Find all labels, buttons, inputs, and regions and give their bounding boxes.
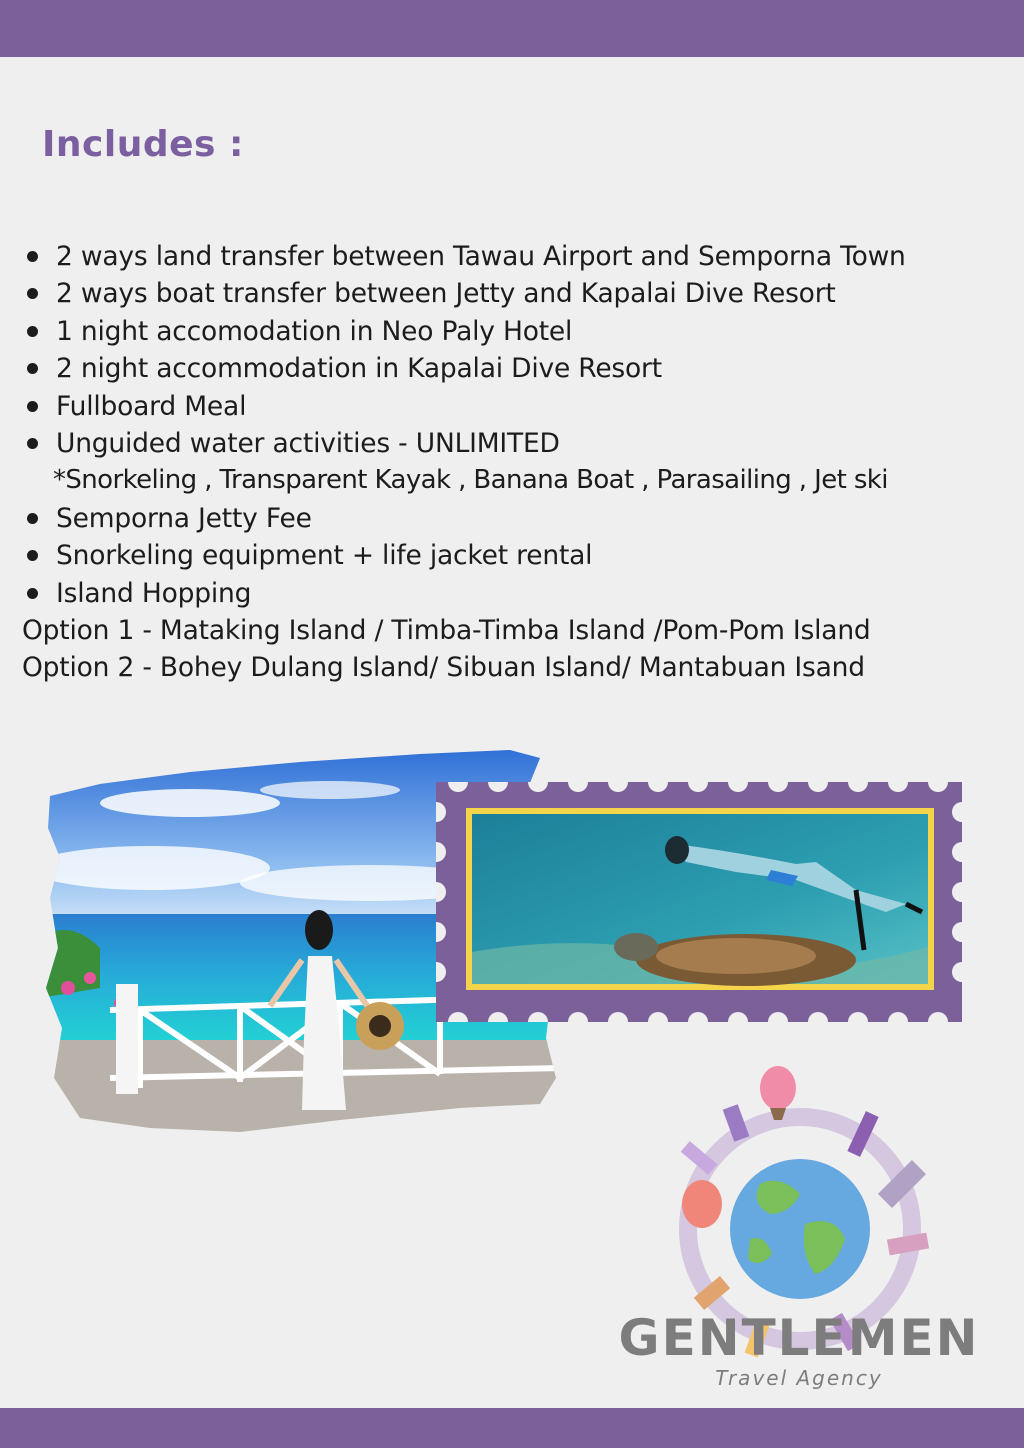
includes-heading: Includes : <box>42 124 244 165</box>
bullet-icon <box>27 251 38 262</box>
list-item: 1 night accomodation in Neo Paly Hotel <box>24 313 1019 350</box>
bullet-icon <box>27 550 38 561</box>
bullet-icon <box>27 401 38 412</box>
top-banner <box>0 0 1024 57</box>
option-line: Option 1 - Mataking Island / Timba-Timba Island /Pom-Pom Island <box>22 615 871 646</box>
bullet-icon <box>27 326 38 337</box>
bullet-icon <box>27 513 38 524</box>
list-item: Fullboard Meal <box>24 388 1019 425</box>
list-item: Unguided water activities - UNLIMITED *Snorkeling , Transparent Kayak , Banana Boat , Parasailing , Jet ski <box>24 425 1019 500</box>
list-item: Snorkeling equipment + life jacket rental <box>24 537 1019 574</box>
bottom-banner <box>0 1408 1024 1448</box>
list-item: 2 ways boat transfer between Jetty and Kapalai Dive Resort <box>24 275 1019 312</box>
bullet-icon <box>27 288 38 299</box>
snorkeling-stamp-photo <box>436 782 962 1022</box>
list-item: Semporna Jetty Fee <box>24 500 1019 537</box>
list-item: 2 ways land transfer between Tawau Airport and Semporna Town <box>24 238 1019 275</box>
option-line: Option 2 - Bohey Dulang Island/ Sibuan Island/ Mantabuan Isand <box>22 652 865 684</box>
list-item: 2 night accommodation in Kapalai Dive Resort <box>24 350 1019 387</box>
includes-list <box>24 238 1019 612</box>
island-hopping-options <box>22 612 871 687</box>
activities-note: *Snorkeling , Transparent Kayak , Banana Boat , Parasailing , Jet ski <box>53 465 888 496</box>
bullet-icon <box>27 363 38 374</box>
bullet-icon <box>27 588 38 599</box>
bullet-icon <box>27 438 38 449</box>
list-item: Island Hopping <box>24 575 1019 612</box>
logo-tagline: Travel Agency <box>715 1366 883 1390</box>
logo-wordmark: GENTLEMEN <box>618 1309 980 1367</box>
